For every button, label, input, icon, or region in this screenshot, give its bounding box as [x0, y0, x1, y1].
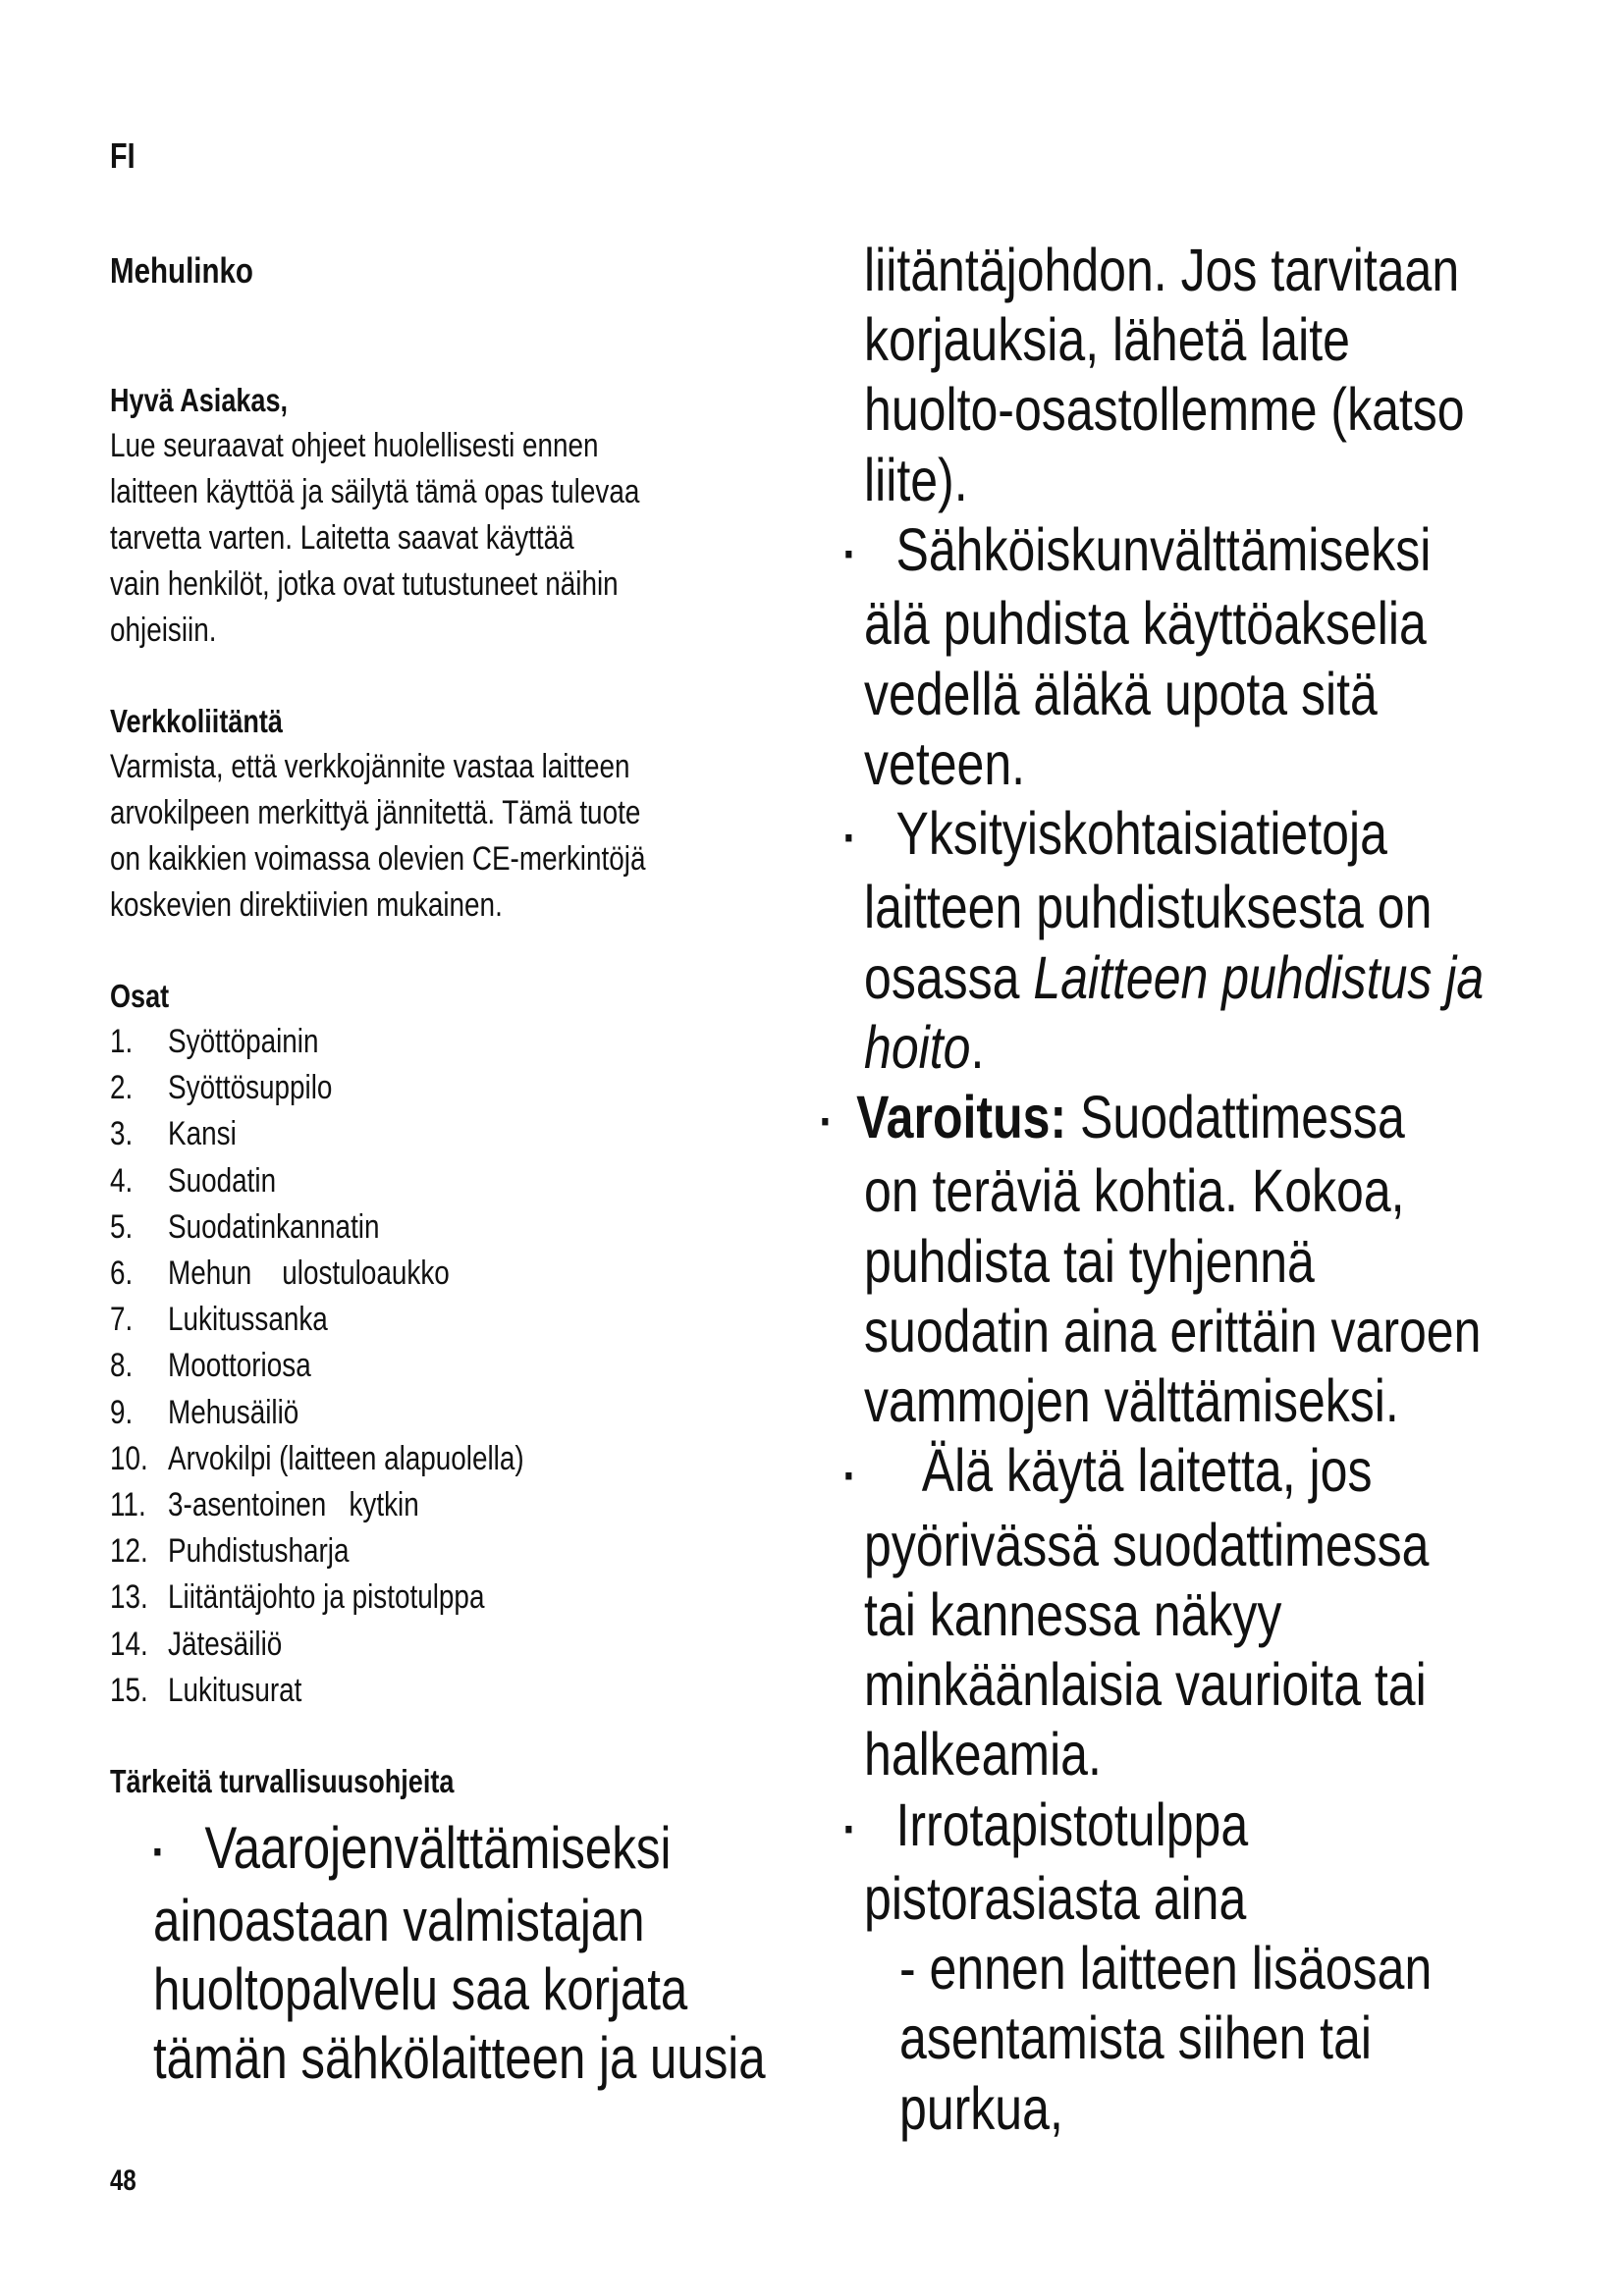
greeting-section — [110, 378, 837, 654]
safety-heading: Tärkeitä turvallisuusohjeita — [110, 1763, 455, 1800]
list-item: 7. Lukitussanka — [110, 1301, 328, 1339]
safety-item-6: ▪ Irrotapistotulppa pistorasiasta aina - ennen laitteen lisäosan asentamista siihen tai purkua, — [844, 1790, 1433, 2142]
list-item: 9. Mehusäiliö — [110, 1393, 299, 1431]
safety-item-3: ▪ Yksityiskohtaisiatietoja laitteen puhdistuksesta on osassa Laitteen puhdistus ja hoito. — [844, 799, 1485, 1081]
safety-item-1-continued: liitäntäjohdon. Jos tarvitaan korjauksia, lähetä laite huolto-osastollemme (katso liite). — [864, 237, 1465, 513]
bullet-icon: ▪ — [844, 822, 853, 855]
list-item: 11. 3-asentoinen kytkin — [110, 1486, 419, 1524]
mains-heading: Verkkoliitäntä — [110, 703, 283, 739]
bullet-icon: ▪ — [153, 1836, 162, 1869]
language-code: FI — [110, 135, 135, 176]
parts-heading: Osat — [110, 978, 170, 1014]
list-item: 8. Moottoriosa — [110, 1347, 311, 1385]
safety-item-2: ▪ Sähköiskunvälttämiseksi älä puhdista käyttöakselia vedellä äläkä upota sitä veteen. — [844, 515, 1432, 797]
parts-section — [110, 974, 837, 1714]
safety-item-4-warning: ▪ Varoitus: Suodattimessa on teräviä kohtia. Kokoa, puhdista tai tyhjennä suodatin aina erittäin varoen vammojen välttämiseksi. — [821, 1084, 1482, 1435]
bullet-icon: ▪ — [844, 1812, 853, 1845]
safety-section — [110, 1759, 837, 2093]
left-column — [110, 250, 837, 2093]
bullet-icon: ▪ — [844, 538, 853, 571]
list-item: 15. Lukitusurat — [110, 1671, 302, 1709]
list-item: 14. Jätesäiliö — [110, 1625, 283, 1663]
list-item: 1. Syöttöpainin — [110, 1023, 319, 1060]
list-item: 2. Syöttösuppilo — [110, 1069, 333, 1107]
list-item: 6. Mehun ulostuloaukko — [110, 1255, 450, 1293]
warning-label: Varoitus: — [856, 1084, 1067, 1150]
list-item: 10. Arvokilpi (laitteen alapuolella) — [110, 1439, 524, 1477]
bullet-icon: ▪ — [821, 1105, 830, 1139]
safety-item-1: ▪ Vaarojenvälttämiseksi ainoastaan valmistajan huoltopalvelu saa korjata tämän sähkölaitteen ja uusia — [153, 1815, 766, 2092]
greeting-heading: Hyvä Asiakas, — [110, 382, 289, 418]
list-item: 4. Suodatin — [110, 1161, 277, 1200]
list-item: 12. Puhdistusharja — [110, 1532, 350, 1571]
right-column — [821, 236, 1542, 2144]
list-item: 13. Liitäntäjohto ja pistotulppa — [110, 1578, 485, 1617]
page-number: 48 — [110, 2164, 136, 2197]
mains-text: Varmista, että verkkojännite vastaa laitteen arvokilpeen merkittyä jännitettä. Tämä tuote on kaikkien voimassa olevien CE-merkintöjä koskevien direktiivien mukainen. — [110, 748, 646, 924]
list-item: 5. Suodatinkannatin — [110, 1207, 380, 1246]
greeting-text: Lue seuraavat ohjeet huolellisesti ennen laitteen käyttöä ja säilytä tämä opas tulevaa tarvetta varten. Laitetta saavat käyttää vain henkilöt, jotka ovat tutustuneet näihin ohjeisiin. — [110, 427, 640, 649]
parts-list — [110, 1019, 837, 1714]
bullet-icon: ▪ — [844, 1459, 853, 1492]
safety-item-5: ▪ Älä käytä laitetta, jos pyörivässä suodattimessa tai kannessa näkyy minkäänlaisia vaurioita tai halkeamia. — [844, 1437, 1430, 1789]
list-item: 3. Kansi — [110, 1115, 237, 1153]
mains-section — [110, 699, 837, 929]
document-title: Mehulinko — [110, 250, 253, 291]
